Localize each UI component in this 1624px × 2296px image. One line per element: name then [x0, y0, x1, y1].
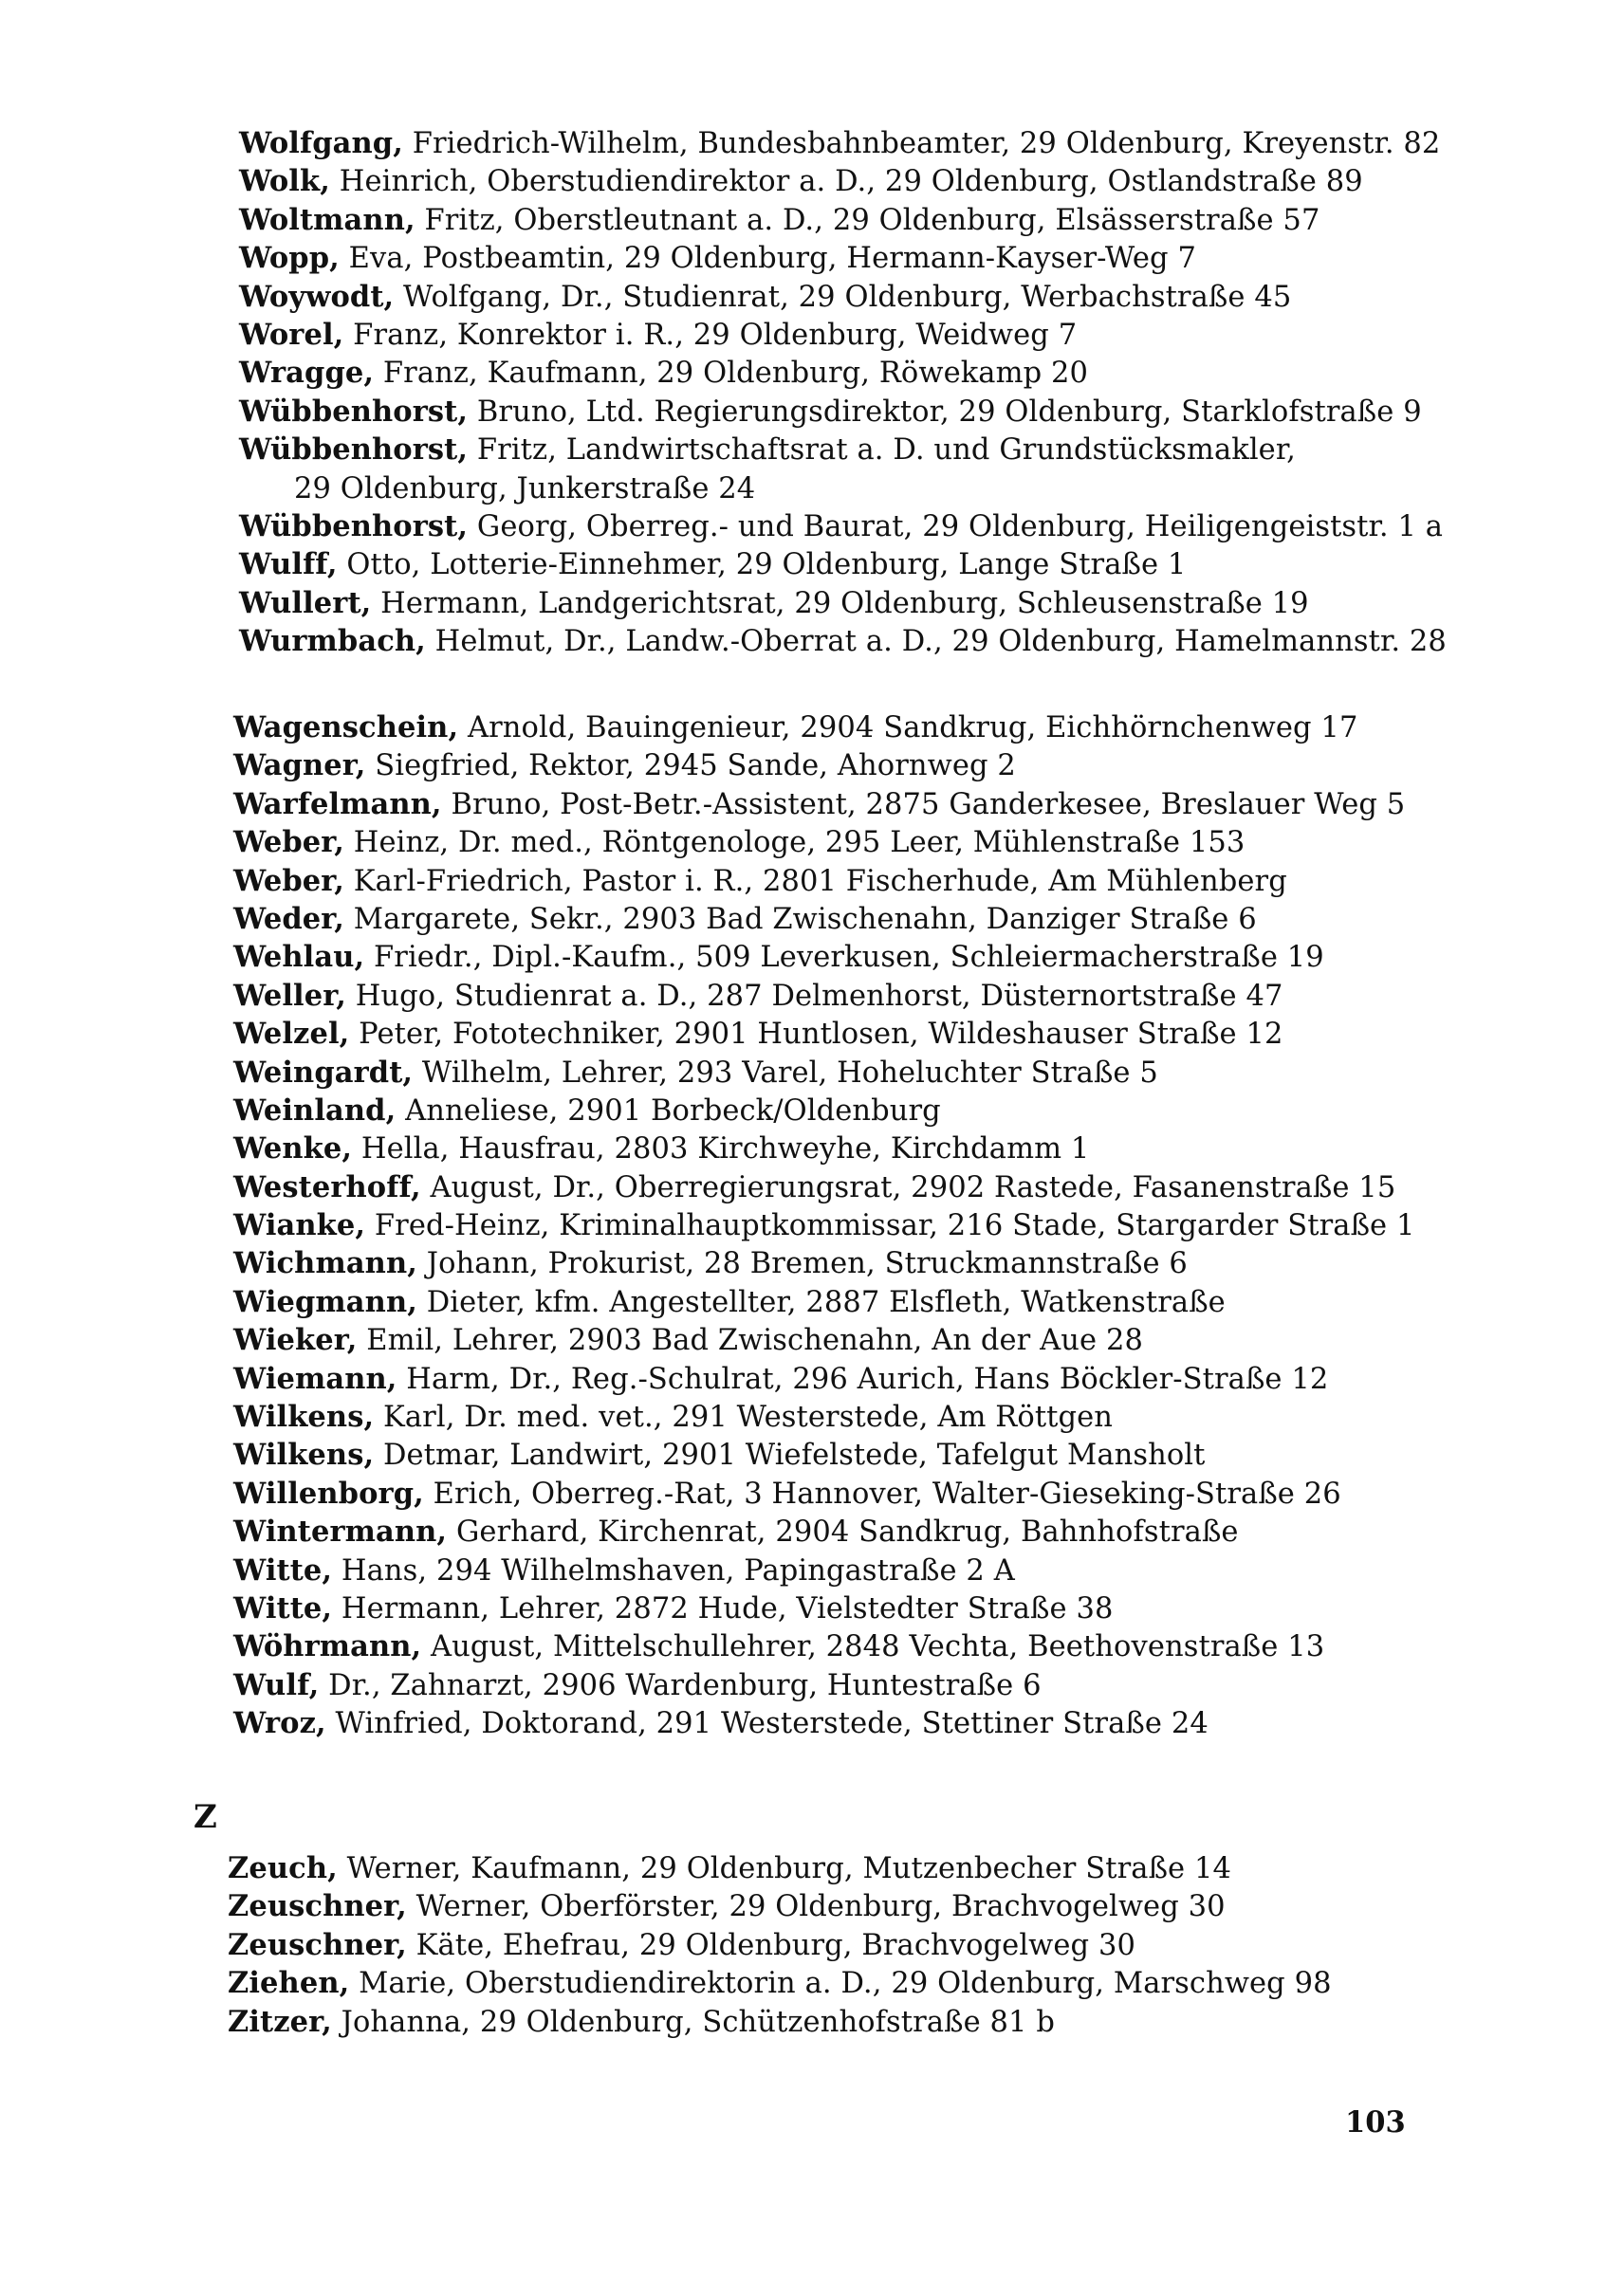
list-item [233, 1704, 1624, 1742]
list-item [233, 708, 1624, 746]
list-item [239, 545, 1624, 583]
entry-name: Wiegmann, [233, 1284, 417, 1319]
entry-details: Bruno, Post-Betr.-Assistent, 2875 Ganderkesee, Breslauer Weg 5 [441, 787, 1406, 821]
entry-details: Johann, Prokurist, 28 Bremen, Struckmannstraße 6 [416, 1247, 1188, 1281]
list-item [233, 1627, 1624, 1665]
entry-details: Dr., Zahnarzt, 2906 Wardenburg, Huntestraße 6 [319, 1668, 1042, 1702]
entry-name: Wagenschein, [233, 710, 459, 744]
entry-details: Erich, Oberreg.-Rat, 3 Hannover, Walter-Gieseking-Straße 26 [423, 1477, 1341, 1511]
entry-name: Zeuschner, [228, 1889, 407, 1924]
entry-name: Zitzer, [228, 2004, 332, 2039]
entry-details: Franz, Konrektor i. R., 29 Oldenburg, Weidweg 7 [343, 318, 1078, 352]
entry-name: Wagner, [233, 748, 366, 783]
list-item [233, 1244, 1624, 1282]
list-item [233, 1398, 1624, 1436]
entry-details: Hella, Hausfrau, 2803 Kirchweyhe, Kirchdamm 1 [352, 1132, 1090, 1166]
entry-name: Wianke, [233, 1208, 366, 1243]
entry-details: Wilhelm, Lehrer, 293 Varel, Hoheluchter Straße 5 [413, 1056, 1158, 1090]
entry-details: Georg, Oberreg.- und Baurat, 29 Oldenburg, Heiligengeiststr. 1 a [468, 509, 1444, 543]
entry-name: Wurmbach, [239, 624, 426, 659]
entry-name: Weingardt, [233, 1055, 414, 1090]
entry-name: Woywodt, [239, 279, 395, 314]
entry-details: Heinrich, Oberstudiendirektor a. D., 29 Oldenburg, Ostlandstraße 89 [329, 165, 1363, 199]
list-item [239, 124, 1624, 162]
entry-details: Werner, Kaufmann, 29 Oldenburg, Mutzenbecher Straße 14 [337, 1852, 1231, 1885]
entry-name: Weinland, [233, 1093, 397, 1128]
list-item [239, 201, 1624, 239]
entry-name: Wilkens, [233, 1438, 375, 1473]
entry-details: Hermann, Lehrer, 2872 Hude, Vielstedter Straße 38 [332, 1591, 1114, 1626]
entry-details: Siegfried, Rektor, 2945 Sande, Ahornweg 2 [365, 749, 1016, 783]
list-item [233, 1206, 1624, 1244]
entry-details: Friedr., Dipl.-Kaufm., 509 Leverkusen, Schleiermacherstraße 19 [364, 941, 1324, 975]
entry-details: Franz, Kaufmann, 29 Oldenburg, Röwekamp 20 [374, 357, 1089, 391]
entry-details: 29 Oldenburg, Junkerstraße 24 [294, 471, 756, 505]
entry-details: Emil, Lehrer, 2903 Bad Zwischenahn, An der Aue 28 [357, 1324, 1143, 1358]
entry-details: Fritz, Landwirtschaftsrat a. D. und Grundstücksmakler, [468, 433, 1296, 468]
entry-details: Detmar, Landwirt, 2901 Wiefelstede, Tafelgut Mansholt [374, 1439, 1206, 1473]
entry-details: Helmut, Dr., Landw.-Oberrat a. D., 29 Oldenburg, Hamelmannstr. 28 [425, 625, 1447, 659]
entry-list-wo [0, 124, 1624, 660]
list-item [239, 278, 1624, 316]
entry-name: Wiemann, [233, 1361, 397, 1396]
entry-details: Hugo, Studienrat a. D., 287 Delmenhorst, Düsternortstraße 47 [345, 979, 1283, 1013]
entry-details: Otto, Lotterie-Einnehmer, 29 Oldenburg, Lange Straße 1 [337, 548, 1187, 582]
entry-name: Wieker, [233, 1323, 358, 1358]
list-item [233, 1552, 1624, 1589]
entry-name: Ziehen, [228, 1966, 350, 2001]
entry-details: August, Mittelschullehrer, 2848 Vechta, Beethovenstraße 13 [421, 1630, 1325, 1664]
entry-name: Wolk, [239, 164, 330, 199]
entry-name: Wulf, [233, 1667, 320, 1702]
entry-list-w [0, 708, 1624, 1743]
list-item [228, 1887, 1624, 1925]
entry-details: Gerhard, Kirchenrat, 2904 Sandkrug, Bahnhofstraße [447, 1515, 1239, 1550]
entry-name: Worel, [239, 317, 344, 352]
entry-name: Wopp, [239, 241, 340, 276]
list-item [239, 622, 1624, 660]
list-item [233, 823, 1624, 861]
entry-details: Käte, Ehefrau, 29 Oldenburg, Brachvogelweg 30 [406, 1928, 1135, 1962]
entry-details: Hans, 294 Wilhelmshaven, Papingastraße 2 A [332, 1553, 1015, 1588]
entry-name: Wolfgang, [239, 126, 403, 160]
list-item [233, 1130, 1624, 1167]
entry-name: Zeuschner, [228, 1927, 407, 1962]
entry-name: Wübbenhorst, [239, 394, 469, 429]
list-item [233, 862, 1624, 900]
list-item [233, 1589, 1624, 1627]
entry-name: Wroz, [233, 1706, 326, 1741]
entry-name: Westerhoff, [233, 1169, 421, 1204]
list-item [233, 785, 1624, 823]
entry-details: Wolfgang, Dr., Studienrat, 29 Oldenburg, Werbachstraße 45 [394, 280, 1292, 314]
entry-details: Werner, Oberförster, 29 Oldenburg, Brachvogelweg 30 [406, 1890, 1226, 1924]
list-item [233, 1168, 1624, 1206]
entry-name: Weder, [233, 901, 344, 936]
list-item [239, 316, 1624, 354]
entry-details: Johanna, 29 Oldenburg, Schützenhofstraße 81 b [331, 2005, 1055, 2039]
entry-details: Winfried, Doktorand, 291 Westerstede, Stettiner Straße 24 [325, 1707, 1209, 1741]
list-item [239, 584, 1624, 622]
entry-list-z [0, 1849, 1624, 2041]
entry-name: Wübbenhorst, [239, 508, 469, 543]
list-item [233, 1436, 1624, 1474]
list-item [233, 1283, 1624, 1321]
list-item [233, 1475, 1624, 1513]
entry-name: Wübbenhorst, [239, 432, 469, 468]
entry-details: Karl-Friedrich, Pastor i. R., 2801 Fischerhude, Am Mühlenberg [343, 864, 1287, 898]
list-item [239, 431, 1624, 468]
entry-name: Wintermann, [233, 1515, 448, 1550]
entry-details: Heinz, Dr. med., Röntgenologe, 295 Leer, Mühlenstraße 153 [343, 826, 1246, 860]
entry-name: Welzel, [233, 1017, 350, 1052]
entry-name: Weber, [233, 863, 344, 898]
list-item [233, 938, 1624, 976]
entry-name: Weber, [233, 825, 344, 860]
entry-details: Peter, Fototechniker, 2901 Huntlosen, Wildeshauser Straße 12 [349, 1018, 1283, 1052]
list-item [233, 1321, 1624, 1359]
entry-name: Wehlau, [233, 940, 365, 975]
page-number: 103 [1345, 2105, 1406, 2140]
list-item [233, 1360, 1624, 1398]
entry-name: Wulff, [239, 547, 338, 582]
list-item [239, 239, 1624, 277]
list-item [233, 977, 1624, 1015]
entry-name: Wilkens, [233, 1400, 375, 1435]
list-item [233, 1513, 1624, 1551]
list-item [239, 507, 1624, 545]
entry-details: Marie, Oberstudiendirektorin a. D., 29 Oldenburg, Marschweg 98 [349, 1967, 1332, 2001]
entry-details: Dieter, kfm. Angestellter, 2887 Elsfleth, Watkenstraße [416, 1285, 1226, 1319]
entry-name: Wöhrmann, [233, 1629, 422, 1664]
entry-name: Willenborg, [233, 1476, 424, 1511]
entry-details: Karl, Dr. med. vet., 291 Westerstede, Am Röttgen [374, 1401, 1114, 1435]
list-item [233, 1092, 1624, 1130]
entry-details: Bruno, Ltd. Regierungsdirektor, 29 Oldenburg, Starklofstraße 9 [468, 395, 1422, 429]
entry-name: Warfelmann, [233, 786, 442, 821]
entry-name: Wenke, [233, 1131, 353, 1166]
entry-name: Wragge, [239, 356, 375, 391]
list-item [239, 469, 1624, 507]
entry-details: Fritz, Oberstleutnant a. D., 29 Oldenburg, Elsässerstraße 57 [415, 203, 1320, 237]
list-item [228, 1926, 1624, 1964]
entry-name: Wichmann, [233, 1246, 417, 1281]
list-item [239, 354, 1624, 392]
entry-name: Weller, [233, 978, 346, 1013]
list-item [228, 1964, 1624, 2002]
list-item [233, 900, 1624, 938]
list-item [233, 746, 1624, 784]
entry-name: Witte, [233, 1590, 333, 1626]
entry-name: Woltmann, [239, 202, 415, 237]
list-item [228, 1849, 1624, 1887]
list-item [233, 1054, 1624, 1092]
entry-name: Witte, [233, 1552, 333, 1588]
entry-details: Margarete, Sekr., 2903 Bad Zwischenahn, Danziger Straße 6 [343, 902, 1257, 936]
entry-details: Arnold, Bauingenieur, 2904 Sandkrug, Eichhörnchenweg 17 [458, 711, 1358, 744]
list-item [239, 162, 1624, 200]
list-item [233, 1015, 1624, 1053]
entry-details: Eva, Postbeamtin, 29 Oldenburg, Hermann-Kayser-Weg 7 [339, 242, 1196, 276]
entry-name: Zeuch, [228, 1851, 338, 1885]
list-item [233, 1666, 1624, 1704]
entry-details: Fred-Heinz, Kriminalhauptkommissar, 216 Stade, Stargarder Straße 1 [365, 1209, 1415, 1243]
entry-name: Wullert, [239, 585, 372, 620]
list-item [239, 393, 1624, 431]
entry-details: Anneliese, 2901 Borbeck/Oldenburg [396, 1093, 941, 1128]
entry-details: Friedrich-Wilhelm, Bundesbahnbeamter, 29 Oldenburg, Kreyenstr. 82 [402, 127, 1441, 160]
entry-details: Harm, Dr., Reg.-Schulrat, 296 Aurich, Hans Böckler-Straße 12 [397, 1362, 1329, 1396]
entry-details: August, Dr., Oberregierungsrat, 2902 Rastede, Fasanenstraße 15 [420, 1170, 1396, 1204]
section-letter-z: Z [194, 1798, 217, 1836]
entry-details: Hermann, Landgerichtsrat, 29 Oldenburg, Schleusenstraße 19 [371, 586, 1309, 620]
list-item [228, 2003, 1624, 2041]
